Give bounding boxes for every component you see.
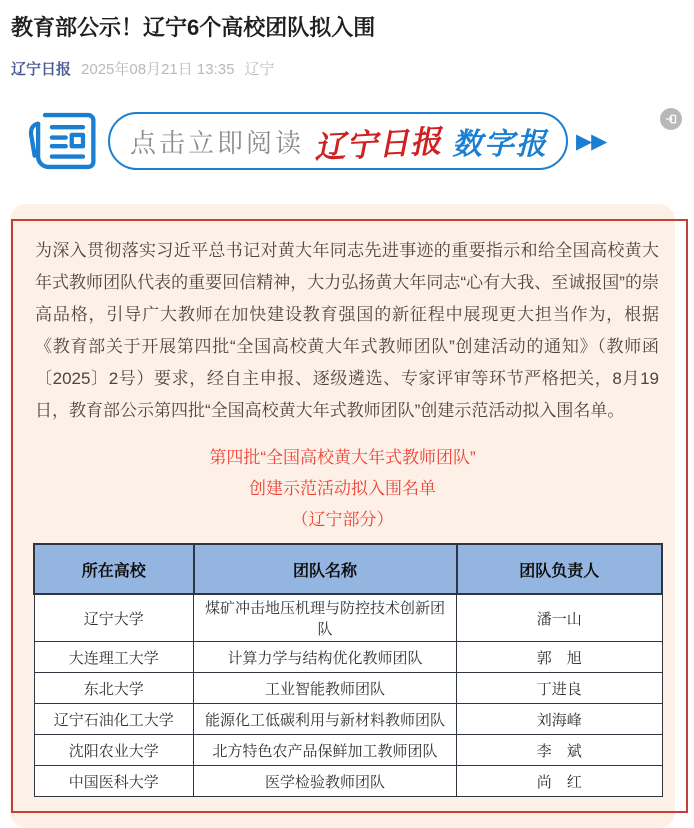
list-heading-line1: 第四批“全国高校黄大年式教师团队” — [209, 448, 476, 467]
table-row — [34, 704, 662, 735]
table-header-row — [34, 544, 662, 594]
cell-university: 中国医科大学 — [34, 766, 194, 797]
view-image-button[interactable] — [660, 108, 682, 130]
banner-logo-bold: 数字报 — [452, 128, 549, 161]
table-row — [34, 735, 662, 766]
cell-leader: 丁进良 — [457, 673, 662, 704]
col-header-university: 所在高校 — [34, 544, 194, 594]
play-arrows-icon: ▶▶ — [576, 129, 607, 153]
cell-team: 工业智能教师团队 — [194, 673, 457, 704]
col-header-team: 团队名称 — [194, 544, 457, 594]
list-heading-line2: 创建示范活动拟入围名单 — [249, 479, 436, 498]
cell-team: 北方特色农产品保鲜加工教师团队 — [194, 735, 457, 766]
list-heading — [10, 442, 675, 535]
banner-pill — [108, 112, 568, 170]
cell-team: 能源化工低碳利用与新材料教师团队 — [194, 704, 457, 735]
list-heading-line3: （辽宁部分） — [291, 510, 394, 529]
teams-table — [33, 543, 663, 797]
cell-leader: 潘一山 — [457, 594, 662, 642]
cell-leader: 刘海峰 — [457, 704, 662, 735]
article-page — [0, 13, 694, 828]
announcement-card — [10, 204, 675, 828]
banner-cta-text: 点击立即阅读 — [130, 127, 305, 158]
table-row — [34, 594, 662, 642]
cell-university: 辽宁石油化工大学 — [34, 704, 194, 735]
table-row — [34, 642, 662, 673]
cell-leader: 李 斌 — [457, 735, 662, 766]
publish-location: 辽宁 — [244, 61, 275, 78]
cell-leader: 尚 红 — [457, 766, 662, 797]
banner-logo-script: 辽宁日报 — [313, 123, 444, 166]
cell-university: 大连理工大学 — [34, 642, 194, 673]
announcement-section — [0, 204, 694, 828]
page-title: 教育部公示！辽宁6个高校团队拟入围 — [11, 15, 376, 40]
table-row — [34, 766, 662, 797]
newspaper-icon — [26, 108, 102, 174]
col-header-leader: 团队负责人 — [457, 544, 662, 594]
cell-university: 沈阳农业大学 — [34, 735, 194, 766]
table-row — [34, 673, 662, 704]
cell-team: 医学检验教师团队 — [194, 766, 457, 797]
source-name[interactable]: 辽宁日报 — [11, 61, 72, 78]
article-paragraph: 为深入贯彻落实习近平总书记对黄大年同志先进事迹的重要指示和给全国高校黄大年式教师团队代表的重要回信精神，大力弘扬黄大年同志“心有大我、至诚报国”的崇高品格，引导广大教师在加快建设教育强国的新征程中展现更大担当作为，根据《教育部关于开展第四批“全国高校黄大年式教师团队”创建活动的通知》（教师函〔2025〕2号）要求，经自主申报、逐级遴选、专家评审等环节严格把关，8月19日，教育部公示第四批“全国高校黄大年式教师团队”创建示范活动拟入围名单。 — [35, 241, 659, 420]
view-image-icon — [665, 113, 677, 125]
cell-university: 辽宁大学 — [34, 594, 194, 642]
cell-team: 计算力学与结构优化教师团队 — [194, 642, 457, 673]
digital-paper-banner[interactable] — [10, 96, 684, 186]
publish-datetime: 2025年08月21日 13:35 — [81, 61, 235, 78]
cell-team: 煤矿冲击地压机理与防控技术创新团队 — [194, 594, 457, 642]
cell-leader: 郭 旭 — [457, 642, 662, 673]
cell-university: 东北大学 — [34, 673, 194, 704]
byline — [11, 58, 682, 79]
